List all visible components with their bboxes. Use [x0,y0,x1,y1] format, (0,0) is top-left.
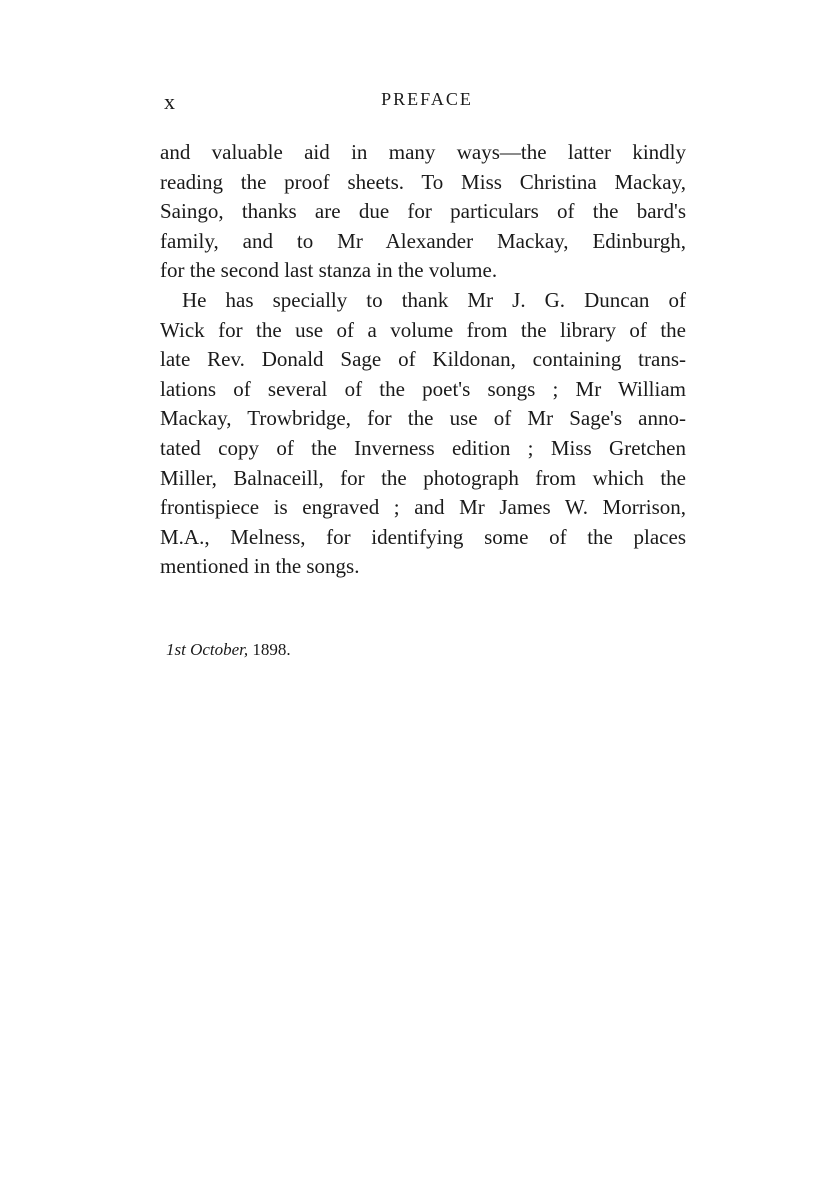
text-line: late Rev. Donald Sage of Kildonan, containing trans- [160,347,686,372]
text-line: reading the proof sheets. To Miss Christina Mackay, [160,169,686,194]
page-number: x [164,89,176,114]
text-line: frontispiece is engraved ; and Mr James W. Morrison, [160,495,686,520]
paragraph-1 [160,138,686,286]
running-head: PREFACE [381,89,473,109]
text-line: M.A., Melness, for identifying some of the places [160,524,686,549]
dateline-day: 1st October, [166,640,249,659]
text-line: mentioned in the songs. [160,554,360,579]
text-line: Miller, Balnaceill, for the photograph from which the [160,465,686,490]
paragraph-2 [160,286,686,582]
text-line: He has specially to thank Mr J. G. Duncan of [182,287,686,312]
text-line: Saingo, thanks are due for particulars of the bard's [160,199,686,224]
dateline-year: 1898. [252,640,291,659]
text-line: Mackay, Trowbridge, for the use of Mr Sage's anno- [160,406,686,431]
text-line: and valuable aid in many ways—the latter kindly [160,140,686,164]
text-line: family, and to Mr Alexander Mackay, Edinburgh, [160,228,686,253]
text-line: lations of several of the poet's songs ; Mr William [160,376,686,401]
preface-text [160,138,686,582]
text-line: tated copy of the Inverness edition ; Miss Gretchen [160,435,686,460]
text-line: Wick for the use of a volume from the library of the [160,317,686,342]
text-line: for the second last stanza in the volume. [160,258,498,283]
page-header [162,89,692,113]
dateline [166,640,291,660]
